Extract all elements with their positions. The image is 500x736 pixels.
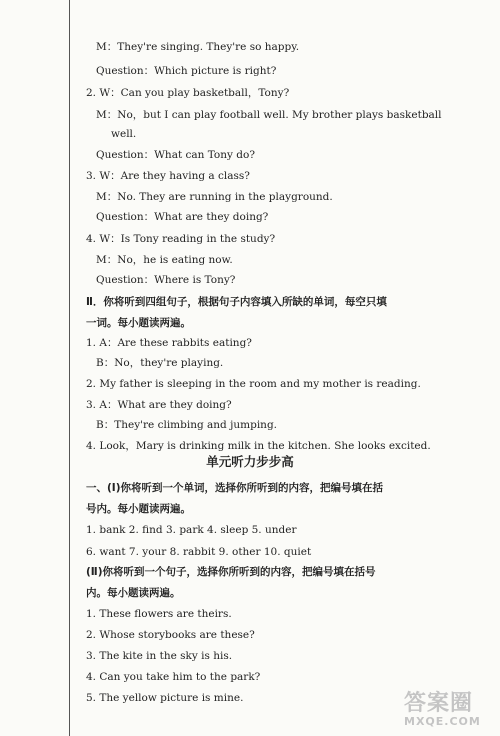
instruction-line: 内。每小题读两遍。 [86, 587, 181, 599]
instruction-line: 号内。每小题读两遍。 [86, 503, 191, 515]
instruction-line: 一、(Ⅰ)你将听到一个单词，选择你所听到的内容，把编号填在括 [86, 482, 384, 494]
text-line: B：They're climbing and jumping. [96, 419, 277, 431]
instruction-line: (Ⅱ)你将听到一个句子，选择你所听到的内容，把编号填在括号 [86, 566, 376, 578]
text-line: M：No，he is eating now. [96, 254, 233, 266]
text-line: 1. bank 2. find 3. park 4. sleep 5. under [86, 524, 297, 536]
text-line: Question：Which picture is right? [96, 65, 277, 77]
text-line: 1. A：Are these rabbits eating? [86, 337, 252, 349]
text-line: Question：Where is Tony? [96, 274, 236, 286]
watermark-top: 答案圈 [404, 691, 474, 716]
text-line: M：No，but I can play football well. My brother plays basketball [96, 109, 442, 121]
text-line: M：They're singing. They're so happy. [96, 41, 300, 53]
text-line: 3. A：What are they doing? [86, 399, 232, 411]
watermark-logo [404, 692, 494, 732]
section-title: 单元听力步步高 [206, 454, 294, 469]
text-line: 2. Whose storybooks are these? [86, 629, 255, 641]
text-line: M：No. They are running in the playground. [96, 191, 333, 203]
text-line: 1. These flowers are theirs. [86, 608, 232, 620]
text-line: Question：What can Tony do? [96, 149, 255, 161]
text-line: 4. Look，Mary is drinking milk in the kitchen. She looks excited. [86, 440, 431, 452]
watermark-bottom: MXQE.COM [404, 715, 481, 728]
text-line: 4. W：Is Tony reading in the study? [86, 233, 276, 245]
margin-rule [69, 0, 70, 736]
text-line: Question：What are they doing? [96, 211, 269, 223]
text-line: well. [111, 128, 137, 140]
instruction-line: 一词。每小题读两遍。 [86, 317, 191, 329]
instruction-line: Ⅱ．你将听到四组句子，根据句子内容填入所缺的单词，每空只填 [86, 296, 387, 308]
text-line: 3. W：Are they having a class? [86, 170, 250, 182]
text-line: 5. The yellow picture is mine. [86, 692, 244, 704]
text-line: B：No，they're playing. [96, 357, 224, 369]
text-line: 4. Can you take him to the park? [86, 671, 261, 683]
text-line: 6. want 7. your 8. rabbit 9. other 10. quiet [86, 546, 312, 558]
text-line: 2. My father is sleeping in the room and my mother is reading. [86, 378, 421, 390]
text-line: 2. W：Can you play basketball，Tony? [86, 87, 290, 99]
text-line: 3. The kite in the sky is his. [86, 650, 233, 662]
